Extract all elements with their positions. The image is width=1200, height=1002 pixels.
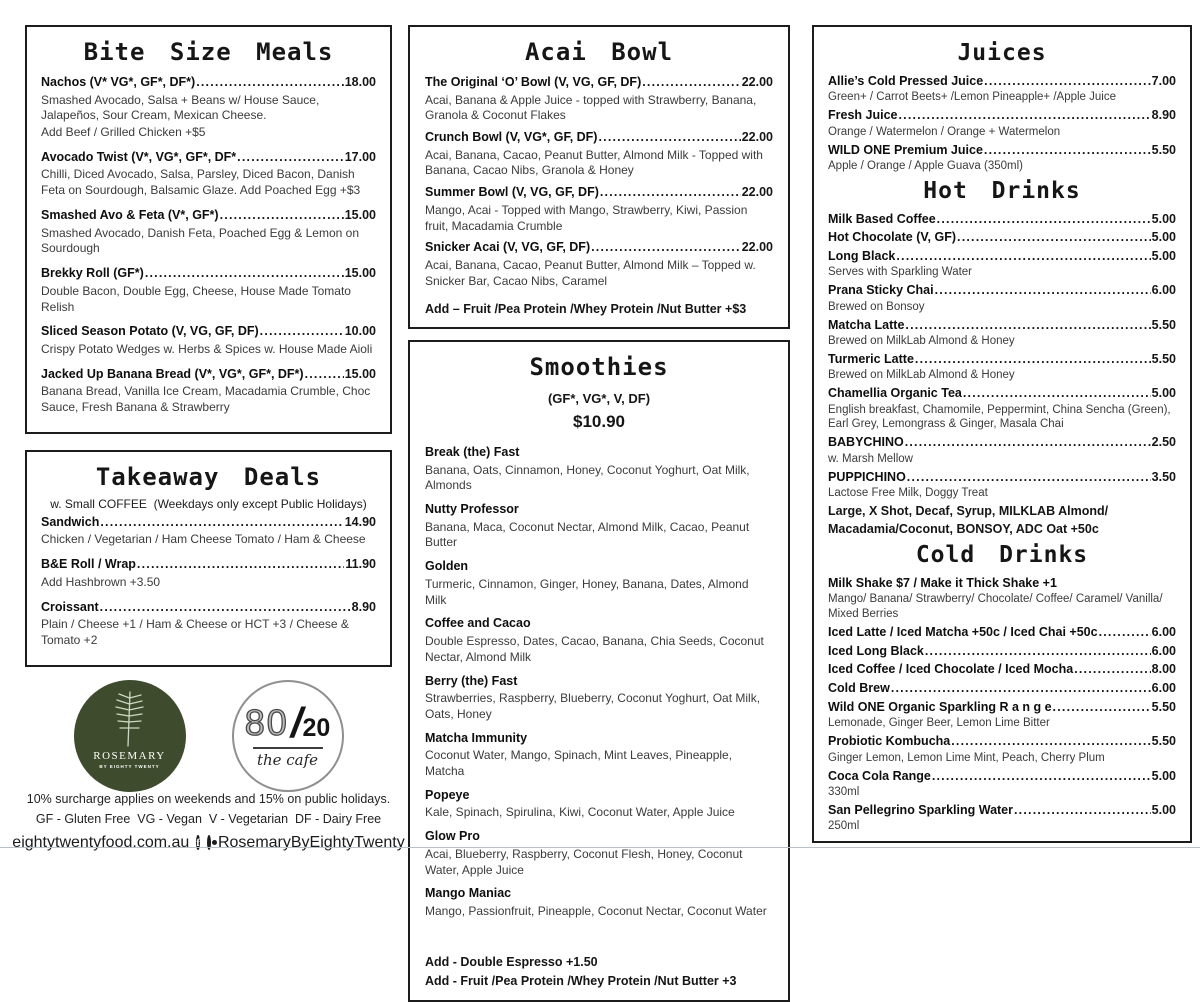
menu-item-row [828, 802, 1176, 818]
item-description: Add Hashbrown +3.50 [41, 574, 161, 589]
menu-item [828, 802, 1176, 834]
item-name: Coffee and Cacao [425, 616, 531, 631]
item-name: Matcha Immunity [425, 730, 528, 745]
item-price: 5.50 [1151, 352, 1176, 367]
dot-leader [600, 185, 741, 199]
section-title-acai: Acai Bowl [524, 38, 674, 66]
milk-options-note: Large, X Shot, Decaf, Syrup, MILKLAB Almond/ Macadamia/Coconut, BONSOY, ADC Oat +50c [828, 504, 1109, 536]
instagram-icon [207, 835, 211, 850]
section-title-takeaway: Takeaway Deals [95, 462, 322, 491]
dot-leader [937, 212, 1151, 226]
item-name: Crunch Bowl (V, VG*, GF, DF) [425, 130, 598, 145]
menu-item [828, 73, 1176, 105]
dot-leader [598, 130, 740, 144]
item-name: Brekky Roll (GF*) [41, 266, 144, 281]
menu-item-row [828, 434, 1176, 450]
smoothies-footnote-espresso: Add - Double Espresso +1.50 [425, 954, 598, 969]
item-name: Snicker Acai (V, VG, GF, DF) [425, 240, 591, 255]
menu-item-row [828, 282, 1176, 298]
menu-item-row [828, 699, 1176, 715]
takeaway-section [25, 450, 392, 667]
item-description: Acai, Banana, Cacao, Peanut Butter, Almond Milk – Topped w. Snicker Bar, Cacao Nibs, Caramel [425, 257, 756, 288]
menu-item [41, 323, 376, 357]
menu-item-row [41, 599, 376, 617]
item-name: Long Black [828, 249, 896, 264]
menu-item [41, 599, 376, 649]
website-url: eightytwentyfood.com.au [12, 833, 190, 851]
menu-item-row [41, 556, 376, 574]
item-description: English breakfast, Chamomile, Peppermint, China Sencha (Green), Earl Grey, Lemongrass & Ginger, Masala Chai [828, 403, 1171, 431]
item-description: Turmeric, Cinnamon, Ginger, Honey, Banana, Dates, Almond Milk [425, 576, 749, 607]
item-description: Acai, Banana & Apple Juice - topped with Strawberry, Banana, Granola & Coconut Flakes [425, 92, 757, 123]
dot-leader [145, 266, 344, 280]
item-name: Wild ONE Organic Sparkling R a n g e [828, 699, 1052, 714]
item-description: Serves with Sparkling Water [828, 266, 973, 279]
item-description: Banana Bread, Vanilla Ice Cream, Macadamia Crumble, Choc Sauce, Fresh Banana & Strawberry [41, 384, 371, 415]
item-description: Kale, Spinach, Spirulina, Kiwi, Coconut Water, Apple Juice [425, 805, 735, 820]
menu-item-row [425, 558, 773, 576]
logo-cafe-label: the cafe [256, 751, 319, 770]
item-name: Summer Bowl (V, VG, GF, DF) [425, 185, 599, 200]
item-price: 17.00 [344, 149, 376, 164]
logo-slash: / [290, 699, 303, 747]
item-price: 10.00 [344, 324, 376, 339]
item-name: Break (the) Fast [425, 445, 520, 459]
item-name: Nutty Professor [425, 502, 519, 517]
menu-item-row [41, 74, 376, 92]
item-name: BABYCHINO [828, 435, 904, 450]
item-price: 5.50 [1151, 142, 1176, 157]
page-bottom-line [0, 847, 1200, 848]
dot-leader [932, 769, 1151, 783]
menu-item-row [828, 733, 1176, 749]
dot-leader [100, 600, 351, 614]
right-column [812, 25, 1192, 843]
menu-item-row [41, 149, 376, 167]
item-price: 8.00 [1151, 662, 1176, 677]
bite-size-item-list [41, 74, 376, 416]
menu-item [828, 680, 1176, 696]
menu-item [425, 615, 773, 665]
dot-leader [898, 108, 1150, 122]
item-name: Croissant [41, 599, 99, 614]
left-column [12, 25, 405, 851]
dot-leader [984, 74, 1150, 88]
dot-leader [925, 644, 1151, 658]
section-title-smoothies: Smoothies [529, 353, 669, 381]
menu-item [828, 317, 1176, 349]
menu-item-row [828, 248, 1176, 264]
website-line [12, 833, 405, 852]
menu-item-row [828, 211, 1176, 227]
cold-drinks-item-list [828, 575, 1176, 834]
item-price: 14.90 [344, 514, 376, 529]
menu-item [41, 265, 376, 315]
dot-leader [957, 230, 1151, 244]
section-title-juices: Juices [957, 40, 1047, 66]
menu-item-row [41, 514, 376, 532]
item-description: Brewed on MilkLab Almond & Honey [828, 369, 1015, 382]
item-name: Berry (the) Fast [425, 673, 518, 688]
item-name: WILD ONE Premium Juice [828, 142, 983, 157]
menu-item [828, 434, 1176, 466]
footer [12, 791, 405, 852]
menu-item [828, 643, 1176, 659]
item-name: Allie’s Cold Pressed Juice [828, 74, 984, 88]
item-description: Strawberries, Raspberry, Blueberry, Coconut Yoghurt, Oat Milk, Oats, Honey [425, 691, 761, 721]
item-name: Popeye [425, 787, 470, 802]
item-price: 6.00 [1151, 681, 1176, 696]
menu-item [828, 575, 1176, 621]
item-price: 5.00 [1151, 230, 1176, 245]
logo-rule [253, 747, 323, 749]
item-price: 5.50 [1151, 317, 1176, 332]
smoothies-section [408, 340, 790, 1002]
menu-item [828, 351, 1176, 383]
item-name: Sliced Season Potato (V, VG, GF, DF) [41, 324, 259, 339]
juices-item-list [828, 73, 1176, 174]
item-description: Green+ / Carrot Beets+ /Lemon Pineapple+ /Apple Juice [828, 91, 1116, 104]
dot-leader [984, 143, 1151, 157]
dot-leader [935, 283, 1151, 297]
item-name: Hot Chocolate (V, GF) [828, 230, 957, 245]
item-description: Double Espresso, Dates, Cacao, Banana, Chia Seeds, Coconut Nectar, Almond Milk [425, 633, 764, 664]
eighty-twenty-logo-mark [244, 699, 331, 747]
section-title-bite-size: Bite Size Meals [83, 38, 334, 66]
menu-item-row [425, 129, 773, 147]
rosemary-logo-name: ROSEMARY [93, 749, 166, 762]
item-price: 3.50 [1151, 469, 1176, 484]
item-price: 5.00 [1151, 768, 1176, 783]
dot-leader [1014, 803, 1151, 817]
item-description: Banana, Maca, Coconut Nectar, Almond Milk, Cacao, Peanut Butter [425, 519, 750, 550]
hot-drinks-item-list [828, 211, 1176, 501]
item-description: Acai, Banana, Cacao, Peanut Butter, Almond Milk - Topped with Banana, Cacao Nibs, Granola & Honey [425, 147, 763, 178]
bite-size-section [25, 25, 392, 434]
surcharge-note: 10% surcharge applies on weekends and 15% on public holidays. [26, 791, 391, 806]
menu-item-row [425, 730, 773, 748]
menu-item [425, 239, 773, 289]
menu-item [41, 74, 376, 141]
smoothies-price: $10.90 [573, 412, 625, 431]
menu-item [425, 444, 773, 494]
item-name: B&E Roll / Wrap [41, 557, 136, 572]
item-price: 5.00 [1151, 211, 1176, 226]
menu-item-row [828, 317, 1176, 333]
logo-80-text: 80 [244, 702, 289, 744]
item-price: 8.90 [351, 599, 376, 614]
item-description: Brewed on Bonsoy [828, 300, 925, 313]
dot-leader [642, 75, 740, 89]
item-description: Apple / Orange / Apple Guava (350ml) [828, 159, 1023, 172]
menu-item-row [41, 366, 376, 384]
smoothies-footnote-addons: Add - Fruit /Pea Protein /Whey Protein /Nut Butter +3 [425, 974, 737, 989]
item-description: Double Bacon, Double Egg, Cheese, House Made Tomato Relish [41, 283, 351, 314]
eighty-twenty-logo [232, 680, 344, 792]
item-name: Glow Pro [425, 829, 480, 844]
menu-item [41, 207, 376, 257]
dot-leader [915, 352, 1151, 366]
middle-column [408, 25, 790, 989]
item-price: 5.00 [1151, 803, 1176, 817]
dot-leader [905, 435, 1151, 449]
item-price: 2.50 [1151, 435, 1176, 450]
item-description: Smashed Avocado, Salsa + Beans w/ House Sauce, Jalapeños, Sour Cream, Mexican Cheese. [41, 92, 320, 123]
menu-item-row [828, 469, 1176, 485]
menu-item [425, 74, 773, 124]
item-description: Acai, Blueberry, Raspberry, Coconut Flesh, Honey, Coconut Water, Apple Juice [425, 846, 743, 877]
item-price: 6.00 [1151, 624, 1176, 639]
menu-item-row [425, 239, 773, 257]
item-description: 330ml [828, 785, 860, 798]
facebook-icon: f [196, 836, 200, 849]
item-price: 6.00 [1151, 643, 1176, 658]
item-name: Prana Sticky Chai [828, 283, 934, 298]
menu-item [828, 248, 1176, 280]
item-description: 250ml [828, 820, 860, 833]
menu-item-row [425, 828, 773, 846]
acai-footnote: Add – Fruit /Pea Protein /Whey Protein /Nut Butter +$3 [425, 301, 747, 316]
item-name: Nachos (V* VG*, GF*, DF*) [41, 75, 196, 89]
menu-item-row [41, 323, 376, 341]
item-description-extra: Add Beef / Grilled Chicken +$5 [41, 125, 206, 140]
menu-item-row [425, 184, 773, 202]
menu-item-row [425, 673, 773, 691]
item-name: Turmeric Latte [828, 352, 914, 367]
menu-item [828, 282, 1176, 314]
rosemary-logo [74, 680, 186, 792]
item-description: Banana, Oats, Cinnamon, Honey, Coconut Yoghurt, Oat Milk, Almonds [425, 462, 750, 493]
dot-leader [220, 208, 344, 222]
menu-item-row [828, 624, 1176, 640]
item-name: Jacked Up Banana Bread (V*, VG*, GF*, DF*) [41, 366, 304, 381]
item-name: Cold Brew [828, 681, 890, 696]
acai-bowl-section [408, 25, 790, 329]
item-name: Probiotic Kombucha [828, 734, 951, 749]
item-price: 22.00 [741, 130, 773, 145]
menu-item [828, 733, 1176, 765]
item-name: Milk Shake $7 / Make it Thick Shake +1 [828, 576, 1057, 591]
menu-item-row [828, 680, 1176, 696]
dot-leader [1053, 700, 1151, 714]
item-price: 5.00 [1151, 386, 1176, 401]
menu-item [41, 556, 376, 590]
item-price: 22.00 [741, 75, 773, 89]
item-name: Sandwich [41, 514, 100, 529]
menu-item-row [828, 73, 1176, 89]
item-name: Chamellia Organic Tea [828, 386, 962, 401]
item-name: Iced Coffee / Iced Chocolate / Iced Mocha [828, 662, 1074, 677]
menu-item-row [425, 501, 773, 519]
menu-item [425, 730, 773, 780]
item-description: Mango/ Banana/ Strawberry/ Chocolate/ Coffee/ Caramel/ Vanilla/ Mixed Berries [828, 593, 1163, 620]
logo-20-text: 20 [302, 713, 331, 742]
dot-leader [951, 734, 1150, 748]
menu-item [828, 661, 1176, 677]
item-description: Mango, Passionfruit, Pineapple, Coconut Nectar, Coconut Water [425, 903, 767, 918]
drinks-section [812, 25, 1192, 843]
item-price: 5.00 [1151, 249, 1176, 264]
item-name: Fresh Juice [828, 108, 898, 123]
menu-item [828, 142, 1176, 174]
menu-item-row [425, 787, 773, 805]
dot-leader [1099, 625, 1151, 639]
menu-item-row [41, 207, 376, 225]
dot-leader [891, 681, 1151, 695]
item-name: Milk Based Coffee [828, 211, 936, 226]
smoothies-footnotes [425, 953, 773, 992]
menu-item-row [828, 643, 1176, 659]
item-price: 11.90 [345, 557, 376, 572]
menu-item [425, 885, 773, 919]
item-price: 8.90 [1151, 108, 1176, 123]
item-name: PUPPICHINO [828, 469, 906, 484]
dot-leader [260, 324, 344, 338]
dot-leader [305, 367, 344, 381]
menu-item [425, 501, 773, 551]
dot-leader [896, 249, 1150, 263]
menu-item-row [828, 575, 1176, 591]
menu-item [425, 787, 773, 821]
menu-item-row [828, 661, 1176, 677]
dot-leader [196, 75, 344, 89]
item-price: 7.00 [1151, 74, 1176, 88]
menu-item-row [41, 265, 376, 283]
item-name: Golden [425, 559, 469, 574]
menu-item-row [828, 385, 1176, 401]
item-description: Ginger Lemon, Lemon Lime Mint, Peach, Cherry Plum [828, 751, 1105, 764]
item-description: Crispy Potato Wedges w. Herbs & Spices w. House Made Aioli [41, 341, 373, 356]
menu-item [828, 624, 1176, 640]
menu-item-row [828, 351, 1176, 367]
menu-item [425, 129, 773, 179]
item-price: 18.00 [344, 75, 376, 89]
menu-item [425, 673, 773, 723]
takeaway-subtitle: w. Small COFFEE (Weekdays only except Public Holidays) [50, 496, 367, 511]
menu-item [425, 558, 773, 608]
item-price: 5.50 [1151, 699, 1176, 714]
item-description: Orange / Watermelon / Orange + Watermelon [828, 125, 1061, 138]
item-name: Smashed Avo & Feta (V*, GF*) [41, 208, 219, 223]
smoothies-item-list [425, 444, 773, 927]
menu-item [828, 699, 1176, 731]
item-description: Smashed Avocado, Danish Feta, Poached Egg & Lemon on Sourdough [41, 225, 359, 256]
item-description: Lactose Free Milk, Doggy Treat [828, 486, 988, 499]
logo-row [25, 680, 392, 792]
menu-item [828, 229, 1176, 245]
item-name: Iced Long Black [828, 643, 924, 658]
item-name: Iced Latte / Iced Matcha +50c / Iced Chai +50c [828, 624, 1098, 639]
menu-item [425, 828, 773, 878]
menu-item-row [828, 768, 1176, 784]
menu-item-row [425, 885, 773, 903]
menu-item-row [425, 444, 773, 462]
item-name: Mango Maniac [425, 886, 512, 901]
menu-item-row [828, 107, 1176, 123]
dot-leader [907, 470, 1151, 484]
dot-leader [1074, 662, 1150, 676]
item-description: Lemonade, Ginger Beer, Lemon Lime Bitter [828, 717, 1050, 730]
dot-leader [100, 515, 343, 529]
item-description: Brewed on MilkLab Almond & Honey [828, 334, 1015, 347]
item-price: 15.00 [344, 266, 376, 281]
item-description: Coconut Water, Mango, Spinach, Mint Leaves, Pineapple, Matcha [425, 748, 733, 779]
item-description: Chicken / Vegetarian / Ham Cheese Tomato / Ham & Cheese [41, 532, 366, 547]
menu-item [41, 514, 376, 548]
item-name: Coca Cola Range [828, 768, 931, 783]
menu-item [41, 366, 376, 416]
menu-item [828, 211, 1176, 227]
dot-leader [237, 150, 344, 164]
item-price: 6.00 [1151, 283, 1176, 298]
menu-item [828, 385, 1176, 431]
item-name: Matcha Latte [828, 317, 905, 332]
item-price: 15.00 [344, 366, 376, 381]
item-price: 22.00 [741, 240, 773, 255]
dot-leader [963, 386, 1151, 400]
section-title-hot-drinks: Hot Drinks [923, 177, 1081, 204]
menu-item [828, 469, 1176, 501]
rosemary-sprig-icon [107, 690, 153, 748]
item-name: The Original ‘O’ Bowl (V, VG, GF, DF) [425, 75, 642, 89]
menu-item-row [425, 74, 773, 92]
item-description: w. Marsh Mellow [828, 452, 913, 465]
dietary-legend: GF - Gluten Free VG - Vegan V - Vegetarian DF - Dairy Free [35, 811, 382, 826]
dot-leader [137, 557, 344, 571]
item-price: 15.00 [344, 208, 376, 223]
menu-item [828, 107, 1176, 139]
social-handle: RosemaryByEightyTwenty [217, 833, 405, 851]
smoothies-dietary: (GF*, VG*, V, DF) [547, 391, 651, 406]
item-description: Mango, Acai - Topped with Mango, Strawberry, Kiwi, Passion fruit, Macadamia Crumble [425, 202, 748, 233]
section-title-cold-drinks: Cold Drinks [915, 542, 1089, 569]
menu-item [425, 184, 773, 234]
acai-item-list [425, 74, 773, 290]
item-name: San Pellegrino Sparkling Water [828, 803, 1013, 817]
item-price: 22.00 [741, 185, 773, 200]
menu-item-row [828, 142, 1176, 158]
menu-item [41, 149, 376, 199]
dot-leader [591, 240, 741, 254]
item-name: Avocado Twist (V*, VG*, GF*, DF* [41, 149, 237, 164]
menu-item-row [425, 615, 773, 633]
menu-item [828, 768, 1176, 800]
menu-item-row [828, 229, 1176, 245]
dot-leader [905, 318, 1150, 332]
item-description: Chilli, Diced Avocado, Salsa, Parsley, Diced Bacon, Danish Feta on Sourdough, Balsamic Glaze. Add Poached Egg +$3 [41, 167, 361, 198]
rosemary-logo-tagline: BY EIGHTY TWENTY [99, 763, 160, 769]
item-description: Plain / Cheese +1 / Ham & Cheese or HCT +3 / Cheese & Tomato +2 [41, 617, 349, 647]
item-price: 5.50 [1151, 734, 1176, 749]
takeaway-item-list [41, 514, 376, 649]
